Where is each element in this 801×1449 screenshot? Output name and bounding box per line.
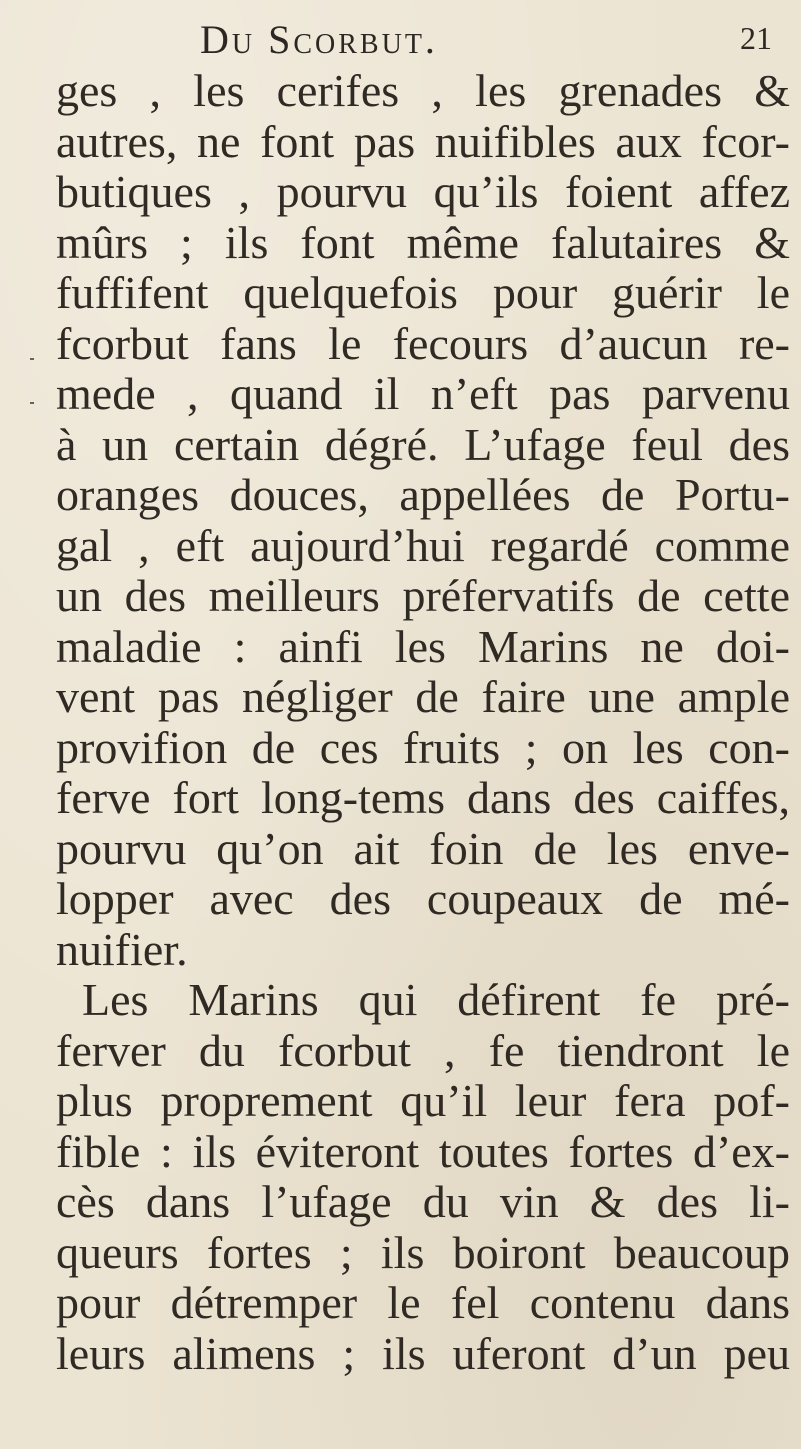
text-line: fuffifent quelquefois pour guérir le <box>56 267 790 318</box>
margin-marks <box>8 358 38 478</box>
text-line: fible : ils éviteront toutes fortes d’ex- <box>56 1125 790 1177</box>
page-number: 21 <box>740 20 772 56</box>
text-line: vent pas négliger de faire une ample <box>56 671 790 722</box>
text-line: oranges douces, appellées de Portu- <box>56 469 790 520</box>
text-line: plus proprement qu’il leur fera pof- <box>56 1075 790 1126</box>
text-line: ferver du fcorbut , fe tiendront le <box>56 1024 790 1076</box>
text-line: gal , eft aujourd’hui regardé comme <box>56 519 790 571</box>
text-line: provifion de ces fruits ; on les con- <box>56 721 790 773</box>
running-title: Du Scorbut. <box>200 17 438 62</box>
text-line: queurs fortes ; ils boiront beaucoup <box>56 1226 790 1278</box>
body-text <box>56 66 790 1379</box>
text-line: pour détremper le fel contenu dans <box>56 1277 790 1328</box>
text-line: pourvu qu’on ait foin de les enve- <box>56 822 790 874</box>
text-line: ges , les cerifes , les grenades & <box>56 65 790 116</box>
text-line: autres, ne font pas nuifibles aux fcor- <box>56 115 790 167</box>
text-line: butiques , pourvu qu’ils foient affez <box>56 166 790 217</box>
running-head <box>200 16 772 64</box>
text-line: leurs alimens ; ils uferont d’un peu <box>56 1327 790 1379</box>
paragraph-end-line: nuifier. <box>56 923 188 975</box>
text-line: ferve fort long-tems dans des caiffes, <box>56 772 790 823</box>
text-line: à un certain dégré. L’ufage feul des <box>56 418 790 470</box>
margin-mark <box>30 358 34 360</box>
paragraph-start-line: Les Marins qui défirent fe pré- <box>82 974 790 1025</box>
text-line: lopper avec des coupeaux de mé- <box>56 873 790 924</box>
text-line: mede , quand il n’eft pas parvenu <box>56 368 790 419</box>
text-line: maladie : ainfi les Marins ne doi- <box>56 620 790 672</box>
text-line: un des meilleurs préfervatifs de cette <box>56 570 790 621</box>
text-line: mûrs ; ils font même falutaires & <box>56 216 790 268</box>
text-line: cès dans l’ufage du vin & des li- <box>56 1176 790 1227</box>
margin-mark <box>30 402 34 404</box>
text-line: fcorbut fans le fecours d’aucun re- <box>56 317 790 369</box>
